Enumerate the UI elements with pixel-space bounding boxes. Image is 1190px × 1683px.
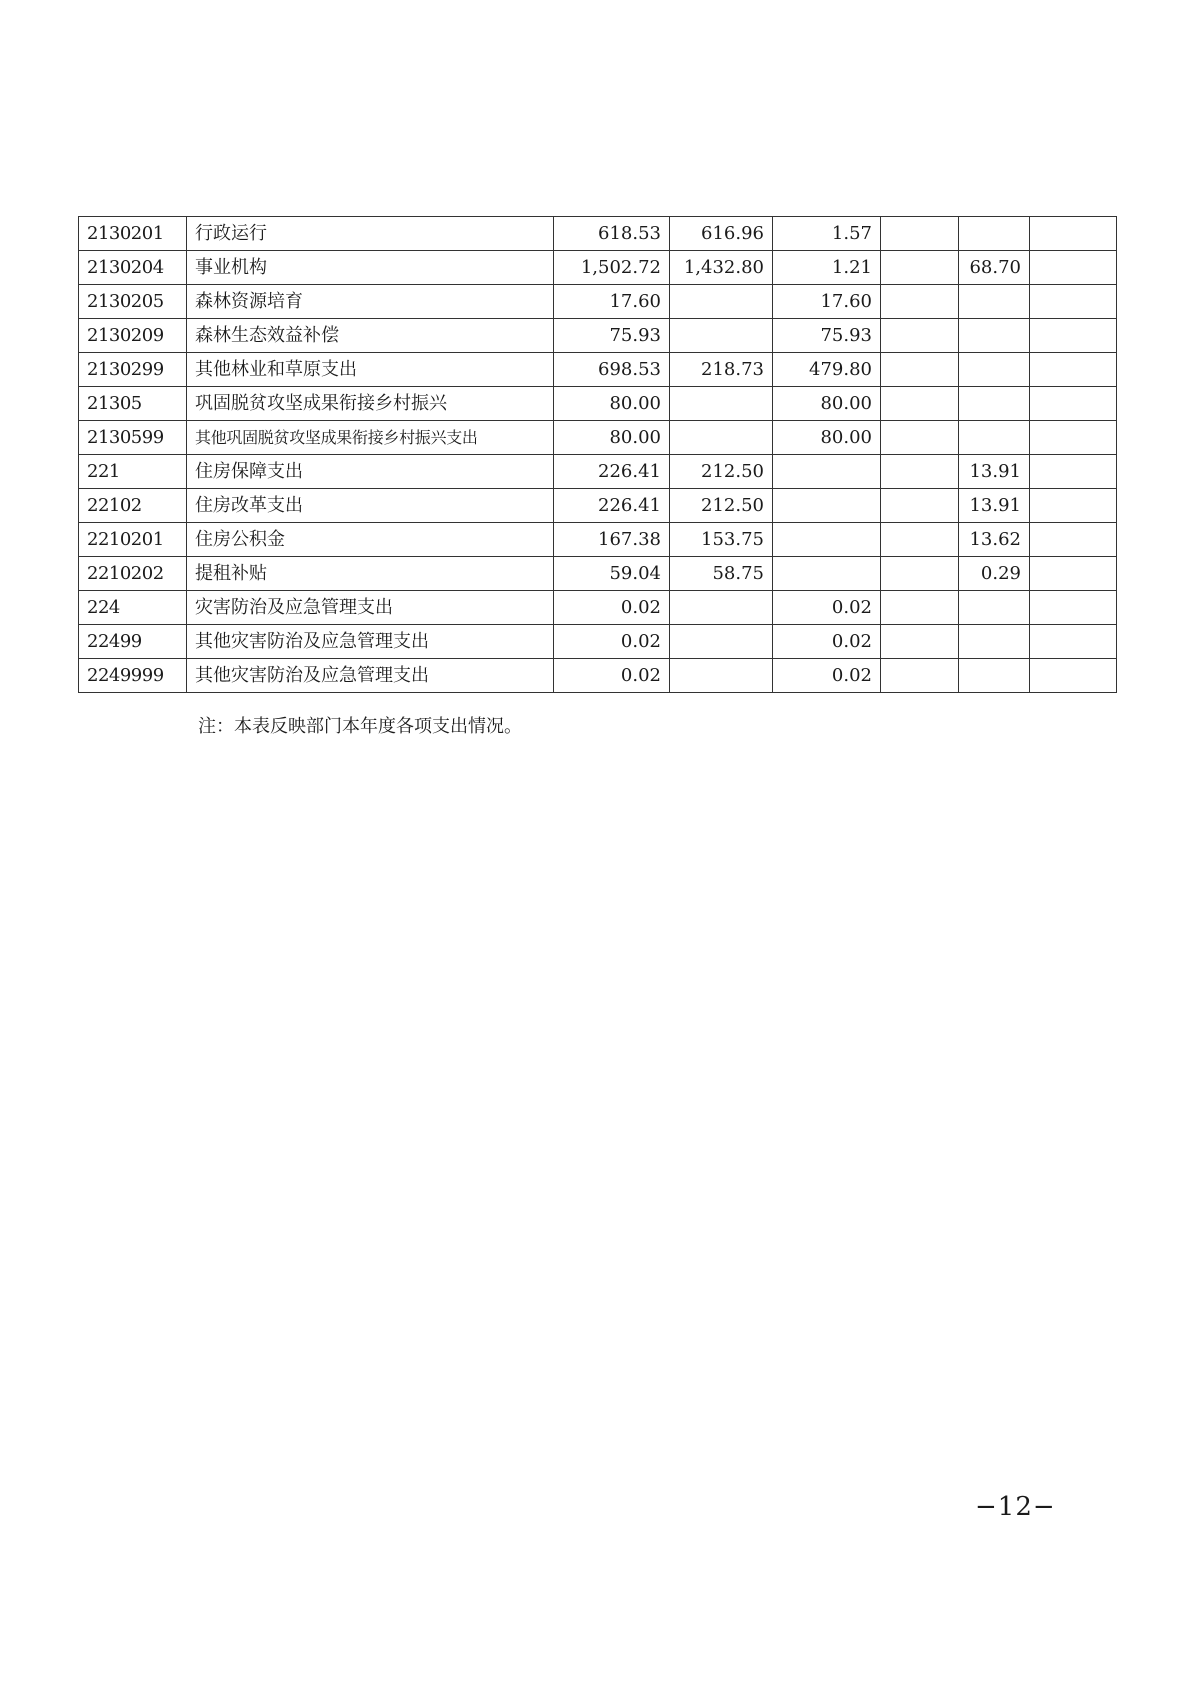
cell-col6: [881, 217, 959, 251]
cell-col7: [959, 591, 1030, 625]
cell-basic-expense: [670, 387, 773, 421]
cell-project-expense: 80.00: [773, 421, 881, 455]
cell-basic-expense: [670, 319, 773, 353]
cell-code: 22102: [79, 489, 187, 523]
cell-total: 17.60: [554, 285, 670, 319]
table-row: [79, 421, 1117, 455]
cell-col6: [881, 523, 959, 557]
cell-project-expense: 479.80: [773, 353, 881, 387]
cell-col8: [1030, 251, 1117, 285]
cell-item-name: 其他灾害防治及应急管理支出: [187, 659, 554, 693]
cell-code: 2210202: [79, 557, 187, 591]
cell-basic-expense: 212.50: [670, 455, 773, 489]
cell-col8: [1030, 285, 1117, 319]
cell-col8: [1030, 489, 1117, 523]
cell-item-name: 提租补贴: [187, 557, 554, 591]
cell-col7: [959, 217, 1030, 251]
cell-total: 226.41: [554, 455, 670, 489]
cell-col7: 13.91: [959, 489, 1030, 523]
cell-code: 2130299: [79, 353, 187, 387]
table-row: [79, 217, 1117, 251]
cell-project-expense: 17.60: [773, 285, 881, 319]
cell-col6: [881, 319, 959, 353]
cell-code: 221: [79, 455, 187, 489]
table-row: [79, 353, 1117, 387]
cell-code: 2130205: [79, 285, 187, 319]
cell-col7: 13.91: [959, 455, 1030, 489]
cell-basic-expense: [670, 285, 773, 319]
page-number: −12−: [975, 1492, 1056, 1522]
cell-col6: [881, 489, 959, 523]
cell-code: 2130209: [79, 319, 187, 353]
cell-item-name: 灾害防治及应急管理支出: [187, 591, 554, 625]
cell-total: 59.04: [554, 557, 670, 591]
cell-total: 1,502.72: [554, 251, 670, 285]
cell-col7: [959, 285, 1030, 319]
cell-project-expense: [773, 557, 881, 591]
cell-code: 2130201: [79, 217, 187, 251]
cell-code: 21305: [79, 387, 187, 421]
cell-col7: [959, 659, 1030, 693]
cell-project-expense: 0.02: [773, 659, 881, 693]
cell-total: 80.00: [554, 387, 670, 421]
cell-col7: 68.70: [959, 251, 1030, 285]
table-row: [79, 489, 1117, 523]
cell-col6: [881, 353, 959, 387]
table-row: [79, 523, 1117, 557]
cell-basic-expense: 153.75: [670, 523, 773, 557]
cell-basic-expense: [670, 591, 773, 625]
cell-total: 0.02: [554, 659, 670, 693]
cell-col6: [881, 659, 959, 693]
cell-project-expense: 1.57: [773, 217, 881, 251]
cell-col8: [1030, 625, 1117, 659]
cell-total: 226.41: [554, 489, 670, 523]
table-row: [79, 659, 1117, 693]
cell-item-name: 其他林业和草原支出: [187, 353, 554, 387]
table-row: [79, 625, 1117, 659]
cell-total: 167.38: [554, 523, 670, 557]
cell-project-expense: [773, 455, 881, 489]
cell-item-name: 住房改革支出: [187, 489, 554, 523]
cell-project-expense: 1.21: [773, 251, 881, 285]
cell-code: 2130204: [79, 251, 187, 285]
cell-col7: [959, 421, 1030, 455]
cell-col8: [1030, 387, 1117, 421]
cell-col8: [1030, 421, 1117, 455]
cell-basic-expense: 212.50: [670, 489, 773, 523]
table-row: [79, 319, 1117, 353]
cell-basic-expense: [670, 625, 773, 659]
cell-col7: [959, 353, 1030, 387]
cell-col7: [959, 387, 1030, 421]
table-row: [79, 387, 1117, 421]
cell-basic-expense: [670, 659, 773, 693]
cell-item-name: 事业机构: [187, 251, 554, 285]
cell-code: 22499: [79, 625, 187, 659]
cell-col6: [881, 421, 959, 455]
cell-col7: [959, 625, 1030, 659]
table-row: [79, 251, 1117, 285]
table-body: [79, 217, 1117, 693]
cell-project-expense: 80.00: [773, 387, 881, 421]
cell-code: 2249999: [79, 659, 187, 693]
cell-col6: [881, 455, 959, 489]
cell-col6: [881, 387, 959, 421]
cell-code: 2210201: [79, 523, 187, 557]
cell-basic-expense: [670, 421, 773, 455]
cell-item-name: 行政运行: [187, 217, 554, 251]
cell-total: 618.53: [554, 217, 670, 251]
cell-total: 75.93: [554, 319, 670, 353]
cell-col6: [881, 251, 959, 285]
cell-col6: [881, 591, 959, 625]
table-note: 注：本表反映部门本年度各项支出情况。: [198, 716, 522, 737]
cell-col8: [1030, 659, 1117, 693]
table-row: [79, 557, 1117, 591]
cell-item-name: 住房保障支出: [187, 455, 554, 489]
cell-basic-expense: 218.73: [670, 353, 773, 387]
cell-item-name: 森林资源培育: [187, 285, 554, 319]
cell-item-name: 其他巩固脱贫攻坚成果衔接乡村振兴支出: [187, 421, 554, 455]
cell-total: 0.02: [554, 625, 670, 659]
cell-project-expense: 75.93: [773, 319, 881, 353]
cell-col6: [881, 625, 959, 659]
cell-total: 698.53: [554, 353, 670, 387]
cell-item-name: 森林生态效益补偿: [187, 319, 554, 353]
cell-project-expense: [773, 523, 881, 557]
cell-item-name: 住房公积金: [187, 523, 554, 557]
cell-col7: [959, 319, 1030, 353]
cell-col8: [1030, 353, 1117, 387]
cell-basic-expense: 1,432.80: [670, 251, 773, 285]
cell-col8: [1030, 455, 1117, 489]
cell-basic-expense: 58.75: [670, 557, 773, 591]
cell-project-expense: 0.02: [773, 591, 881, 625]
cell-code: 2130599: [79, 421, 187, 455]
cell-project-expense: 0.02: [773, 625, 881, 659]
cell-basic-expense: 616.96: [670, 217, 773, 251]
cell-col6: [881, 285, 959, 319]
cell-total: 80.00: [554, 421, 670, 455]
cell-col8: [1030, 557, 1117, 591]
cell-item-name: 其他灾害防治及应急管理支出: [187, 625, 554, 659]
cell-col6: [881, 557, 959, 591]
cell-col7: 13.62: [959, 523, 1030, 557]
cell-project-expense: [773, 489, 881, 523]
cell-col8: [1030, 591, 1117, 625]
table-row: [79, 455, 1117, 489]
cell-total: 0.02: [554, 591, 670, 625]
expense-table: [78, 216, 1117, 693]
cell-col7: 0.29: [959, 557, 1030, 591]
cell-col8: [1030, 217, 1117, 251]
table-row: [79, 285, 1117, 319]
cell-col8: [1030, 523, 1117, 557]
cell-item-name: 巩固脱贫攻坚成果衔接乡村振兴: [187, 387, 554, 421]
cell-code: 224: [79, 591, 187, 625]
table-row: [79, 591, 1117, 625]
cell-col8: [1030, 319, 1117, 353]
